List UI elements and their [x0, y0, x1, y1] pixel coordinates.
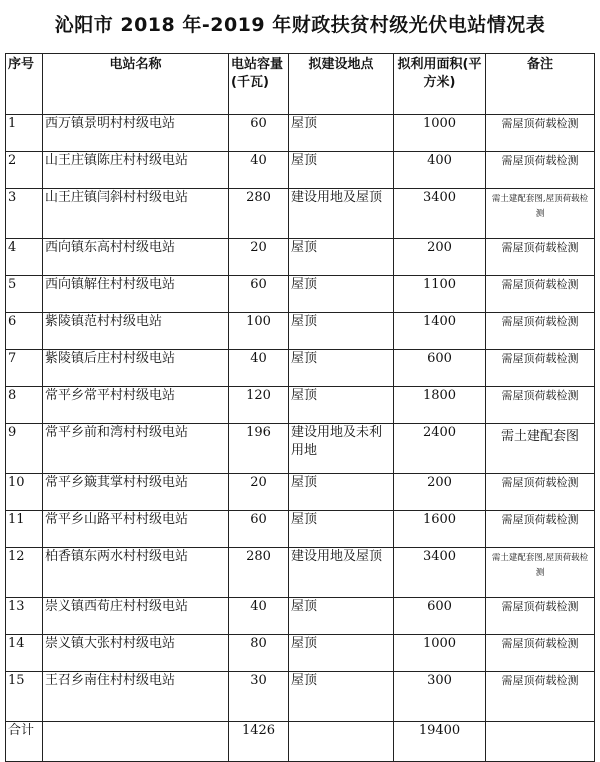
cell-no: 5	[6, 276, 43, 313]
cell-note: 需屋顶荷载检测	[486, 313, 595, 350]
cell-note: 需屋顶荷载检测	[486, 387, 595, 424]
cell-no: 3	[6, 189, 43, 239]
cell-note: 需屋顶荷载检测	[486, 672, 595, 722]
table-row	[6, 635, 595, 672]
header-capacity: 电站容量(千瓦)	[229, 54, 289, 115]
cell-location: 屋顶	[289, 635, 394, 672]
cell-capacity: 40	[229, 598, 289, 635]
cell-note: 需屋顶荷载检测	[486, 598, 595, 635]
cell-area: 600	[394, 598, 486, 635]
cell-location: 建设用地及屋顶	[289, 189, 394, 239]
cell-no: 11	[6, 511, 43, 548]
cell-location: 屋顶	[289, 511, 394, 548]
cell-name: 常平乡常平村村级电站	[43, 387, 229, 424]
table-row	[6, 511, 595, 548]
cell-name: 西向镇解住村村级电站	[43, 276, 229, 313]
cell-area: 1800	[394, 387, 486, 424]
cell-location: 屋顶	[289, 276, 394, 313]
cell-capacity: 60	[229, 115, 289, 152]
table-row	[6, 276, 595, 313]
cell-capacity: 60	[229, 276, 289, 313]
cell-note: 需土建配套图	[486, 424, 595, 474]
cell-name: 山王庄镇陈庄村村级电站	[43, 152, 229, 189]
table-row	[6, 313, 595, 350]
cell-capacity: 40	[229, 350, 289, 387]
cell-capacity: 120	[229, 387, 289, 424]
cell-location: 屋顶	[289, 350, 394, 387]
header-area: 拟利用面积(平方米)	[394, 54, 486, 115]
cell-no: 13	[6, 598, 43, 635]
cell-capacity: 100	[229, 313, 289, 350]
table-row	[6, 239, 595, 276]
cell-name: 常平乡前和湾村村级电站	[43, 424, 229, 474]
cell-area: 1600	[394, 511, 486, 548]
cell-note: 需屋顶荷载检测	[486, 276, 595, 313]
table-total-row	[6, 722, 595, 762]
cell-no: 7	[6, 350, 43, 387]
cell-location: 屋顶	[289, 239, 394, 276]
cell-location: 建设用地及屋顶	[289, 548, 394, 598]
cell-location: 屋顶	[289, 387, 394, 424]
cell-name: 崇义镇大张村村级电站	[43, 635, 229, 672]
total-label: 合计	[6, 722, 43, 762]
cell-no: 9	[6, 424, 43, 474]
total-capacity: 1426	[229, 722, 289, 762]
total-area: 19400	[394, 722, 486, 762]
table-body	[6, 115, 595, 762]
table-header-row	[6, 54, 595, 115]
cell-capacity: 196	[229, 424, 289, 474]
table-row	[6, 672, 595, 722]
stations-table	[5, 53, 595, 762]
cell-location: 屋顶	[289, 115, 394, 152]
cell-capacity: 20	[229, 239, 289, 276]
cell-no: 2	[6, 152, 43, 189]
total-name-empty	[43, 722, 229, 762]
cell-location: 建设用地及未利用地	[289, 424, 394, 474]
cell-area: 200	[394, 239, 486, 276]
table-row	[6, 598, 595, 635]
cell-note: 需屋顶荷载检测	[486, 350, 595, 387]
cell-name: 西向镇东高村村级电站	[43, 239, 229, 276]
cell-area: 600	[394, 350, 486, 387]
cell-location: 屋顶	[289, 313, 394, 350]
cell-note: 需屋顶荷载检测	[486, 511, 595, 548]
cell-area: 3400	[394, 189, 486, 239]
header-note: 备注	[486, 54, 595, 115]
cell-capacity: 280	[229, 189, 289, 239]
cell-name: 崇义镇西荀庄村村级电站	[43, 598, 229, 635]
cell-area: 1400	[394, 313, 486, 350]
cell-name: 王召乡南住村村级电站	[43, 672, 229, 722]
table-row	[6, 350, 595, 387]
table-row	[6, 474, 595, 511]
table-row	[6, 115, 595, 152]
cell-area: 1100	[394, 276, 486, 313]
cell-location: 屋顶	[289, 474, 394, 511]
table-row	[6, 548, 595, 598]
cell-capacity: 40	[229, 152, 289, 189]
cell-capacity: 280	[229, 548, 289, 598]
cell-note: 需屋顶荷载检测	[486, 115, 595, 152]
page-title: 沁阳市 2018 年-2019 年财政扶贫村级光伏电站情况表	[54, 14, 546, 36]
cell-note: 需土建配套图,屋顶荷载检测	[486, 548, 595, 598]
cell-area: 1000	[394, 635, 486, 672]
cell-capacity: 30	[229, 672, 289, 722]
cell-note: 需屋顶荷载检测	[486, 635, 595, 672]
cell-area: 1000	[394, 115, 486, 152]
cell-location: 屋顶	[289, 152, 394, 189]
table-row	[6, 189, 595, 239]
total-location	[289, 722, 394, 762]
cell-note: 需屋顶荷载检测	[486, 239, 595, 276]
cell-no: 10	[6, 474, 43, 511]
cell-area: 3400	[394, 548, 486, 598]
header-name: 电站名称	[43, 54, 229, 115]
cell-capacity: 80	[229, 635, 289, 672]
cell-no: 6	[6, 313, 43, 350]
cell-no: 14	[6, 635, 43, 672]
cell-area: 300	[394, 672, 486, 722]
cell-name: 西万镇景明村村级电站	[43, 115, 229, 152]
cell-area: 2400	[394, 424, 486, 474]
cell-no: 8	[6, 387, 43, 424]
cell-no: 4	[6, 239, 43, 276]
cell-name: 常平乡山路平村村级电站	[43, 511, 229, 548]
cell-capacity: 20	[229, 474, 289, 511]
total-note	[486, 722, 595, 762]
cell-no: 1	[6, 115, 43, 152]
cell-name: 紫陵镇后庄村村级电站	[43, 350, 229, 387]
cell-area: 200	[394, 474, 486, 511]
cell-name: 常平乡簸萁掌村村级电站	[43, 474, 229, 511]
cell-note: 需土建配套图,屋顶荷载检测	[486, 189, 595, 239]
header-no: 序号	[6, 54, 43, 115]
cell-name: 柏香镇东两水村村级电站	[43, 548, 229, 598]
header-location: 拟建设地点	[289, 54, 394, 115]
cell-note: 需屋顶荷载检测	[486, 152, 595, 189]
cell-location: 屋顶	[289, 672, 394, 722]
table-row	[6, 387, 595, 424]
table-row	[6, 152, 595, 189]
cell-name: 紫陵镇范村村级电站	[43, 313, 229, 350]
cell-no: 12	[6, 548, 43, 598]
cell-note: 需屋顶荷载检测	[486, 474, 595, 511]
table-row	[6, 424, 595, 474]
cell-name: 山王庄镇闫斜村村级电站	[43, 189, 229, 239]
cell-no: 15	[6, 672, 43, 722]
cell-capacity: 60	[229, 511, 289, 548]
cell-location: 屋顶	[289, 598, 394, 635]
cell-area: 400	[394, 152, 486, 189]
